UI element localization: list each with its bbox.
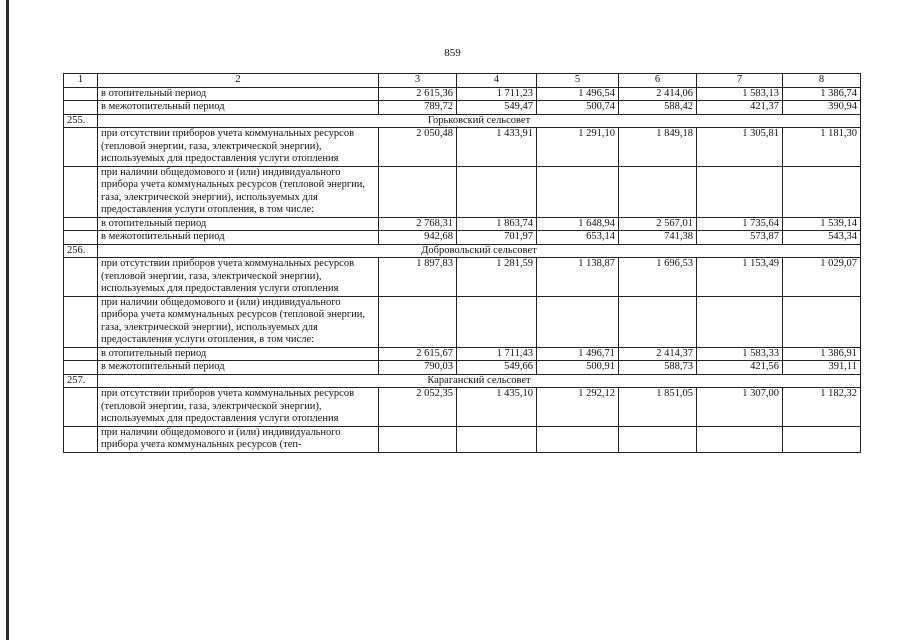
- row-label: при отсутствии приборов учета коммунальных ресурсов (тепловой энергии, газа, электрической энергии), используемых для предоставления услуги отопления: [98, 388, 379, 427]
- value-cell-col-5: 1 496,54: [537, 87, 619, 101]
- section-title: Караганский сельсовет: [98, 374, 861, 388]
- row-number-cell: [64, 347, 98, 361]
- value-cell-col-7: 1 583,13: [697, 87, 783, 101]
- section-title: Добровольский сельсовет: [98, 244, 861, 258]
- value-cell-col-4: 549,47: [457, 101, 537, 115]
- value-cell-col-6: 741,38: [619, 231, 697, 245]
- column-header-2: 2: [98, 74, 379, 88]
- value-cell-col-6: 588,73: [619, 361, 697, 375]
- value-cell-col-8: 1 029,07: [783, 258, 861, 297]
- row-number-cell: [64, 231, 98, 245]
- table-row: [64, 217, 861, 231]
- value-cell-col-7: [697, 426, 783, 452]
- table-row: [64, 258, 861, 297]
- value-cell-col-5: 1 291,10: [537, 128, 619, 167]
- value-cell-col-7: 421,37: [697, 101, 783, 115]
- value-cell-col-3: 789,72: [379, 101, 457, 115]
- column-header-1: 1: [64, 74, 98, 88]
- value-cell-col-8: 390,94: [783, 101, 861, 115]
- row-number-cell: [64, 166, 98, 217]
- column-header-7: 7: [697, 74, 783, 88]
- value-cell-col-4: 701,97: [457, 231, 537, 245]
- value-cell-col-7: 1 735,64: [697, 217, 783, 231]
- value-cell-col-6: [619, 426, 697, 452]
- row-label: в межотопительный период: [98, 231, 379, 245]
- row-number-cell: [64, 258, 98, 297]
- value-cell-col-4: 1 281,59: [457, 258, 537, 297]
- value-cell-col-3: 2 050,48: [379, 128, 457, 167]
- section-row: [64, 374, 861, 388]
- row-number-cell: [64, 296, 98, 347]
- row-label: при отсутствии приборов учета коммунальных ресурсов (тепловой энергии, газа, электрической энергии), используемых для предоставления услуги отопления: [98, 258, 379, 297]
- value-cell-col-5: 1 292,12: [537, 388, 619, 427]
- row-label: при наличии общедомового и (или) индивидуального прибора учета коммунальных ресурсов (теп-: [98, 426, 379, 452]
- column-header-3: 3: [379, 74, 457, 88]
- row-number-cell: [64, 101, 98, 115]
- value-cell-col-8: 1 539,14: [783, 217, 861, 231]
- value-cell-col-5: 500,91: [537, 361, 619, 375]
- value-cell-col-4: 1 863,74: [457, 217, 537, 231]
- column-header-4: 4: [457, 74, 537, 88]
- value-cell-col-7: 1 305,81: [697, 128, 783, 167]
- value-cell-col-3: 942,68: [379, 231, 457, 245]
- value-cell-col-4: [457, 426, 537, 452]
- row-number-cell: [64, 361, 98, 375]
- value-cell-col-3: 2 615,36: [379, 87, 457, 101]
- section-number: 255.: [64, 114, 98, 128]
- table-header: [64, 74, 861, 88]
- value-cell-col-7: [697, 296, 783, 347]
- value-cell-col-6: 1 851,05: [619, 388, 697, 427]
- value-cell-col-8: [783, 166, 861, 217]
- value-cell-col-6: 2 414,37: [619, 347, 697, 361]
- value-cell-col-8: 543,34: [783, 231, 861, 245]
- value-cell-col-8: 1 182,32: [783, 388, 861, 427]
- section-row: [64, 114, 861, 128]
- row-number-cell: [64, 426, 98, 452]
- value-cell-col-3: [379, 426, 457, 452]
- value-cell-col-7: 573,87: [697, 231, 783, 245]
- value-cell-col-6: 1 696,53: [619, 258, 697, 297]
- value-cell-col-6: 2 567,01: [619, 217, 697, 231]
- value-cell-col-4: 1 433,91: [457, 128, 537, 167]
- row-label: в отопительный период: [98, 217, 379, 231]
- table-body: [64, 87, 861, 452]
- value-cell-col-6: [619, 296, 697, 347]
- section-number: 256.: [64, 244, 98, 258]
- table-row: [64, 347, 861, 361]
- value-cell-col-5: 1 648,94: [537, 217, 619, 231]
- value-cell-col-6: 588,42: [619, 101, 697, 115]
- row-number-cell: [64, 388, 98, 427]
- table-row: [64, 296, 861, 347]
- value-cell-col-8: 391,11: [783, 361, 861, 375]
- row-label: при наличии общедомового и (или) индивидуального прибора учета коммунальных ресурсов (тепловой энергии, газа, электрической энергии), используемых для предоставления услуги отопления, в том числе:: [98, 166, 379, 217]
- value-cell-col-4: 549,66: [457, 361, 537, 375]
- table-row: [64, 388, 861, 427]
- value-cell-col-4: [457, 166, 537, 217]
- table-row: [64, 231, 861, 245]
- value-cell-col-4: [457, 296, 537, 347]
- value-cell-col-3: 2 615,67: [379, 347, 457, 361]
- value-cell-col-3: 2 768,31: [379, 217, 457, 231]
- row-label: в отопительный период: [98, 87, 379, 101]
- value-cell-col-5: [537, 166, 619, 217]
- value-cell-col-8: 1 386,74: [783, 87, 861, 101]
- table-row: [64, 426, 861, 452]
- value-cell-col-5: 1 496,71: [537, 347, 619, 361]
- value-cell-col-3: 2 052,35: [379, 388, 457, 427]
- section-number: 257.: [64, 374, 98, 388]
- value-cell-col-7: 1 307,00: [697, 388, 783, 427]
- row-label: в отопительный период: [98, 347, 379, 361]
- column-header-5: 5: [537, 74, 619, 88]
- value-cell-col-8: 1 181,30: [783, 128, 861, 167]
- header-row: [64, 74, 861, 88]
- value-cell-col-7: [697, 166, 783, 217]
- value-cell-col-6: [619, 166, 697, 217]
- value-cell-col-4: 1 711,43: [457, 347, 537, 361]
- value-cell-col-5: 1 138,87: [537, 258, 619, 297]
- value-cell-col-5: 653,14: [537, 231, 619, 245]
- value-cell-col-7: 421,56: [697, 361, 783, 375]
- value-cell-col-4: 1 711,23: [457, 87, 537, 101]
- table-row: [64, 128, 861, 167]
- row-label: в межотопительный период: [98, 361, 379, 375]
- value-cell-col-5: [537, 426, 619, 452]
- value-cell-col-8: 1 386,91: [783, 347, 861, 361]
- value-cell-col-7: 1 583,33: [697, 347, 783, 361]
- column-header-8: 8: [783, 74, 861, 88]
- page-number: 859: [444, 47, 461, 59]
- table-row: [64, 361, 861, 375]
- value-cell-col-8: [783, 426, 861, 452]
- row-number-cell: [64, 128, 98, 167]
- value-cell-col-5: 500,74: [537, 101, 619, 115]
- value-cell-col-5: [537, 296, 619, 347]
- value-cell-col-8: [783, 296, 861, 347]
- binding-edge-line: [6, 0, 9, 640]
- value-cell-col-6: 1 849,18: [619, 128, 697, 167]
- value-cell-col-7: 1 153,49: [697, 258, 783, 297]
- column-header-6: 6: [619, 74, 697, 88]
- value-cell-col-3: 1 897,83: [379, 258, 457, 297]
- row-number-cell: [64, 87, 98, 101]
- section-row: [64, 244, 861, 258]
- row-number-cell: [64, 217, 98, 231]
- table-row: [64, 166, 861, 217]
- row-label: в межотопительный период: [98, 101, 379, 115]
- value-cell-col-3: 790,03: [379, 361, 457, 375]
- value-cell-col-4: 1 435,10: [457, 388, 537, 427]
- value-cell-col-6: 2 414,06: [619, 87, 697, 101]
- table-row: [64, 87, 861, 101]
- table-row: [64, 101, 861, 115]
- tariff-table: [63, 73, 861, 453]
- section-title: Горьковский сельсовет: [98, 114, 861, 128]
- value-cell-col-3: [379, 296, 457, 347]
- row-label: при отсутствии приборов учета коммунальных ресурсов (тепловой энергии, газа, электрической энергии), используемых для предоставления услуги отопления: [98, 128, 379, 167]
- value-cell-col-3: [379, 166, 457, 217]
- row-label: при наличии общедомового и (или) индивидуального прибора учета коммунальных ресурсов (тепловой энергии, газа, электрической энергии), используемых для предоставления услуги отопления, в том числе:: [98, 296, 379, 347]
